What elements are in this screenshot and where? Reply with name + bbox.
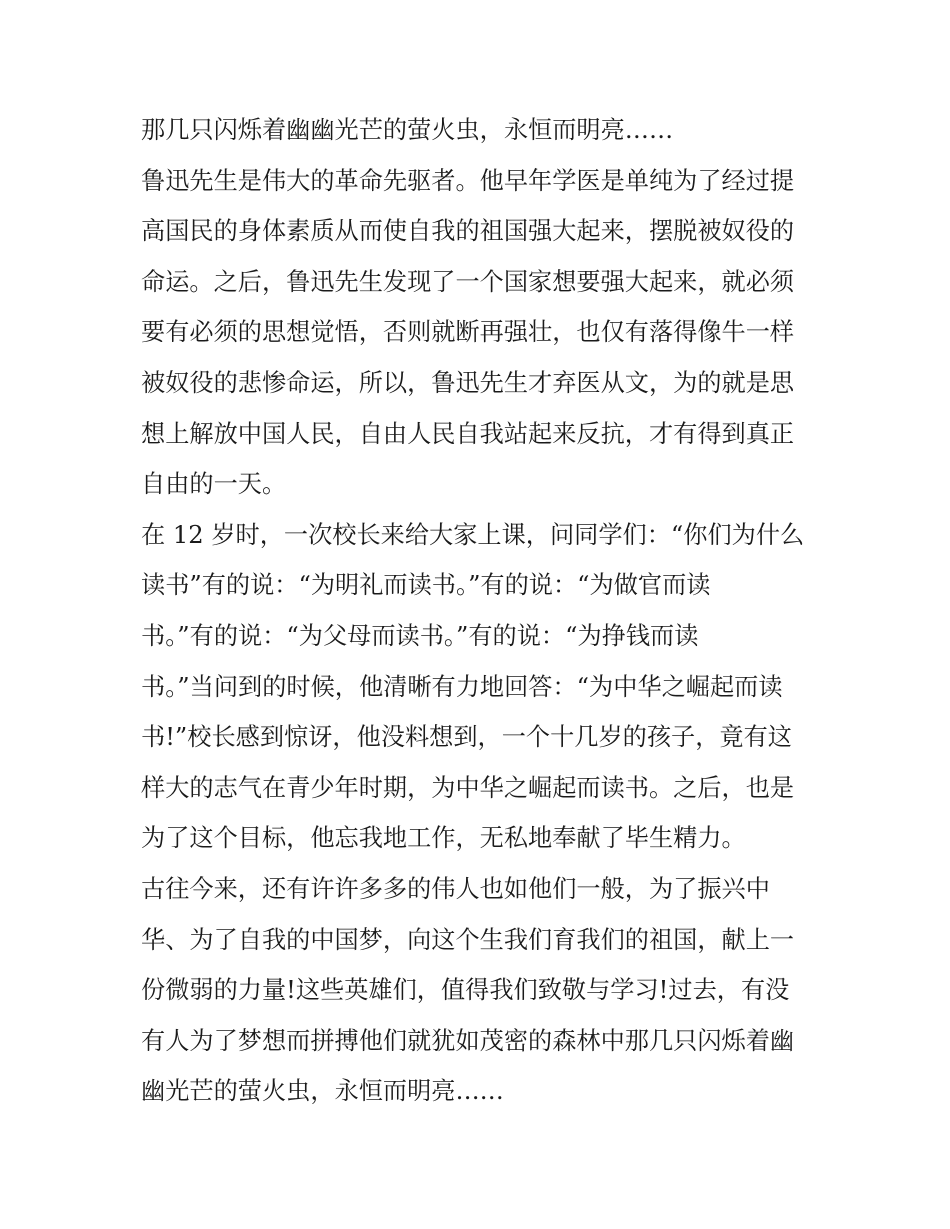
text-line: 想上解放中国人民，自由人民自我站起来反抗，才有得到真正 [141,419,795,448]
text-line: 样大的志气在青少年时期，为中华之崛起而读书。之后，也是 [141,773,795,802]
text-line: 古往今来，还有许许多多的伟人也如他们一般，为了振兴中 [141,874,770,903]
text-line: 自由的一天。 [141,470,287,499]
text-line: 书。”当问到的时候，他清晰有力地回答：“为中华之崛起而读 [141,672,783,701]
text-line: 有人为了梦想而拼搏他们就犹如茂密的森林中那几只闪烁着幽 [141,1026,795,1055]
text-line: 鲁迅先生是伟大的革命先驱者。他早年学医是单纯为了经过提 [141,166,795,195]
text-line: 高国民的身体素质从而使自我的祖国强大起来，摆脱被奴役的 [141,217,795,246]
text-line: 华、为了自我的中国梦，向这个生我们育我们的祖国，献上一 [141,925,795,954]
text-line: 要有必须的思想觉悟，否则就断再强壮，也仅有落得像牛一样 [141,318,795,347]
text-line: 那几只闪烁着幽幽光芒的萤火虫，永恒而明亮…… [141,116,674,144]
text-line: 书!”校长感到惊讶，他没料想到，一个十几岁的孩子，竟有这 [141,723,792,752]
text-line: 在 12 岁时，一次校长来给大家上课，问同学们：“你们为什么 [141,520,805,549]
text-line: 幽光芒的萤火虫，永恒而明亮…… [141,1077,504,1106]
text-line: 命运。之后，鲁迅先生发现了一个国家想要强大起来，就必须 [141,267,795,296]
text-line: 读书”有的说：“为明礼而读书。”有的说：“为做官而读 [141,571,711,600]
text-line: 份微弱的力量!这些英雄们，值得我们致敬与学习!过去，有没 [141,976,790,1005]
text-line: 书。”有的说：“为父母而读书。”有的说：“为挣钱而读 [141,621,699,650]
text-line: 为了这个目标，他忘我地工作，无私地奉献了毕生精力。 [141,824,746,853]
document-body [141,105,813,1117]
text-line: 被奴役的悲惨命运，所以，鲁迅先生才弃医从文，为的就是思 [141,368,795,397]
